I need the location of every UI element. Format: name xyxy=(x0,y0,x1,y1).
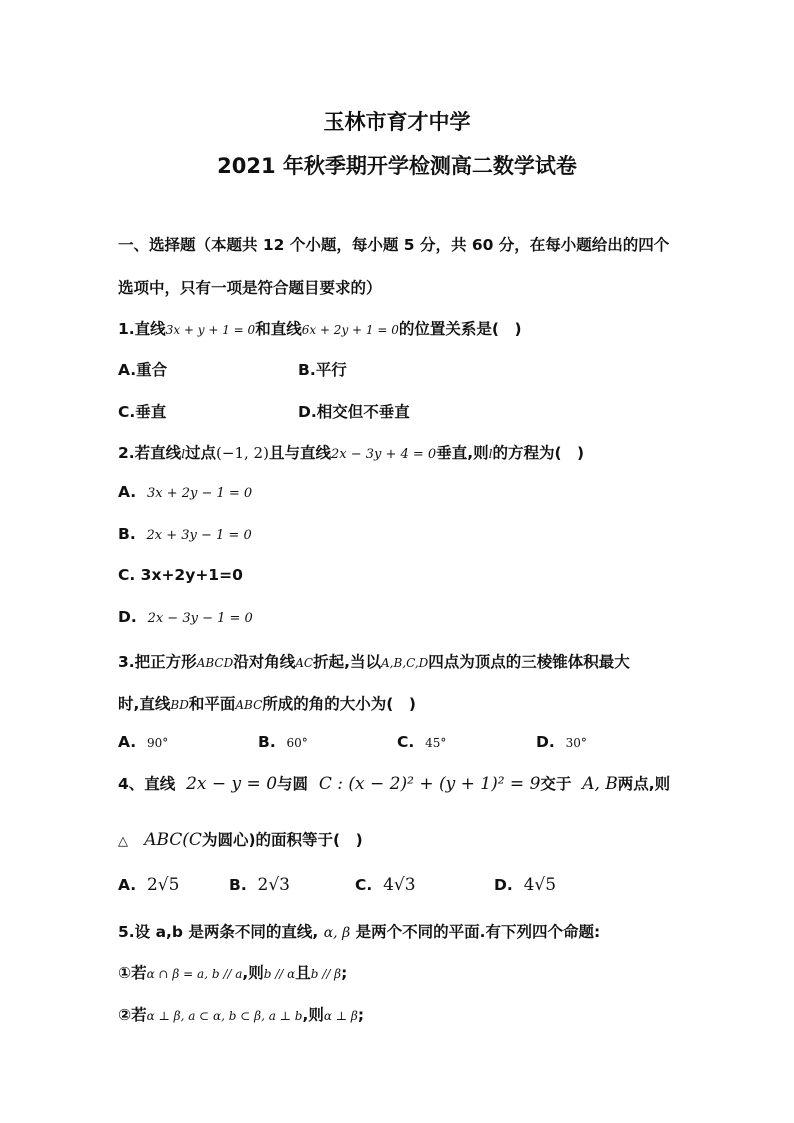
q3-option-b-value: 60° xyxy=(286,736,308,750)
q3-diagonal: AC xyxy=(295,656,314,670)
q5-prop2-text-2: ,则 xyxy=(302,1006,324,1024)
q5-proposition-2 xyxy=(118,1003,364,1025)
q2-option-b-equation: 2x + 3y − 1 = 0 xyxy=(146,528,252,543)
question-4-stem-line-2 xyxy=(118,828,363,850)
q2-option-a-label: A. xyxy=(118,483,137,501)
q2-point: (−1, 2) xyxy=(216,444,269,462)
q5-text-2: 是两个不同的平面.有下列四个命题: xyxy=(355,923,601,941)
q2-option-a-equation: 3x + 2y − 1 = 0 xyxy=(146,486,253,501)
q4-option-d xyxy=(494,875,556,895)
q1-text-3: 的位置关系是( ) xyxy=(398,320,522,338)
q4-option-b-label: B. xyxy=(229,876,247,894)
q1-line-1-equation: 3x + y + 1 = 0 xyxy=(165,323,256,337)
q3-text-6: 和平面 xyxy=(188,695,236,713)
q1-text-1: 1.直线 xyxy=(118,320,166,338)
q2-option-b-label: B. xyxy=(118,525,136,543)
question-4-stem-line-1 xyxy=(118,772,670,794)
q3-text-3: 折起,当以 xyxy=(313,653,381,671)
q4-text-3: 交于 xyxy=(540,775,572,793)
q3-text-1: 3.把正方形 xyxy=(118,653,197,671)
q3-line-bd: BD xyxy=(170,698,189,712)
question-1-stem xyxy=(118,317,522,339)
q2-option-c: C. 3x+2y+1=0 xyxy=(118,566,243,584)
q3-text-4: 四点为顶点的三棱锥体积最大 xyxy=(428,653,630,671)
q4-option-a xyxy=(118,875,179,895)
q3-option-b xyxy=(258,733,308,751)
q5-text-1: 5.设 a,b 是两条不同的直线, xyxy=(118,923,319,941)
q3-square: ABCD xyxy=(196,656,234,670)
question-3-stem-line-1 xyxy=(118,650,630,672)
q2-text-2: 过点 xyxy=(185,444,217,462)
q5-prop1-conclusion-1: b // α xyxy=(263,967,296,981)
q4-line-equation: 2x − y = 0 xyxy=(186,774,278,794)
q5-prop1-text-3: 且 xyxy=(295,964,311,982)
q3-option-a-label: A. xyxy=(118,733,137,751)
q2-option-d-equation: 2x − 3y − 1 = 0 xyxy=(147,611,253,626)
q5-prop2-condition: α ⊥ β, a ⊂ α, b ⊂ β, a ⊥ b xyxy=(146,1009,303,1023)
q3-option-d xyxy=(536,733,587,751)
q5-prop2-conclusion: α ⊥ β xyxy=(323,1009,358,1023)
q5-prop1-conclusion-2: b // β xyxy=(310,967,342,981)
q3-plane-abc: ABC xyxy=(235,698,263,712)
q4-points: A, B xyxy=(582,774,618,794)
q2-text-4: 垂直,则 xyxy=(436,444,489,462)
question-5-stem xyxy=(118,920,600,942)
q4-option-c-label: C. xyxy=(355,876,373,894)
q2-text-1: 2.若直线 xyxy=(118,444,182,462)
q2-option-a xyxy=(118,483,252,501)
q1-option-d: D.相交但不垂直 xyxy=(298,403,410,421)
q4-text-2: 与圆 xyxy=(277,775,309,793)
q4-option-b-value: 2√3 xyxy=(257,875,290,895)
q4-option-c xyxy=(355,875,416,895)
q5-prop2-text-1: ②若 xyxy=(118,1006,147,1024)
q3-points: A,B,C,D xyxy=(380,656,429,670)
q2-line-l: l xyxy=(181,447,186,461)
q4-option-d-value: 4√5 xyxy=(523,875,557,895)
q3-text-2: 沿对角线 xyxy=(233,653,296,671)
q3-option-b-label: B. xyxy=(258,733,276,751)
q1-line-2-equation: 6x + 2y + 1 = 0 xyxy=(301,323,399,337)
q3-text-5: 时,直线 xyxy=(118,695,171,713)
q5-planes: α, β xyxy=(323,925,351,941)
q2-given-line: 2x − 3y + 4 = 0 xyxy=(330,447,437,462)
q4-circle-equation: C : (x − 2)² + (y + 1)² = 9 xyxy=(318,774,541,794)
q4-option-a-value: 2√5 xyxy=(146,875,180,895)
q2-text-5: 的方程为( ) xyxy=(492,444,585,462)
section-intro-line-1: 一、选择题（本题共 12 个小题，每小题 5 分，共 60 分，在每小题给出的四个 xyxy=(118,236,670,254)
q1-option-c: C.垂直 xyxy=(118,403,167,421)
q2-line-l-2: l xyxy=(488,447,493,461)
triangle-symbol: △ xyxy=(118,834,128,849)
q2-option-b xyxy=(118,525,252,543)
q1-option-a: A.重合 xyxy=(118,361,168,379)
q5-prop1-text-4: ; xyxy=(341,964,348,982)
q4-triangle-abc: ABC(C xyxy=(144,830,202,850)
q5-prop1-text-2: ,则 xyxy=(242,964,264,982)
q3-text-7: 所成的角的大小为( ) xyxy=(262,695,416,713)
exam-title: 2021 年秋季期开学检测高二数学试卷 xyxy=(217,154,577,178)
q4-option-a-label: A. xyxy=(118,876,137,894)
q4-text-1: 4、直线 xyxy=(118,775,176,793)
q3-option-a-value: 90° xyxy=(146,736,169,750)
q2-option-d xyxy=(118,608,253,626)
q4-option-b xyxy=(229,875,290,895)
q4-option-c-value: 4√3 xyxy=(383,875,416,895)
q1-text-2: 和直线 xyxy=(255,320,302,338)
q4-text-4: 两点,则 xyxy=(617,775,671,793)
question-2-stem xyxy=(118,441,584,463)
q3-option-c-value: 45° xyxy=(425,736,447,750)
section-intro-line-2: 选项中，只有一项是符合题目要求的） xyxy=(118,279,382,297)
q3-option-c xyxy=(397,733,446,751)
q5-prop2-text-3: ; xyxy=(357,1006,365,1024)
q5-proposition-1 xyxy=(118,961,347,983)
q3-option-c-label: C. xyxy=(397,733,415,751)
school-name: 玉林市育才中学 xyxy=(323,110,471,134)
q3-option-a xyxy=(118,733,168,751)
q5-prop1-condition: α ∩ β = a, b // a xyxy=(146,967,243,981)
question-3-stem-line-2 xyxy=(118,692,416,714)
q5-prop1-text-1: ①若 xyxy=(118,964,147,982)
q2-text-3: 且与直线 xyxy=(268,444,331,462)
q3-option-d-value: 30° xyxy=(565,736,587,750)
q3-option-d-label: D. xyxy=(536,733,555,751)
q2-option-d-label: D. xyxy=(118,608,137,626)
q1-option-b: B.平行 xyxy=(298,361,347,379)
q4-text-5: 为圆心)的面积等于( ) xyxy=(201,831,363,849)
q4-option-d-label: D. xyxy=(494,876,513,894)
